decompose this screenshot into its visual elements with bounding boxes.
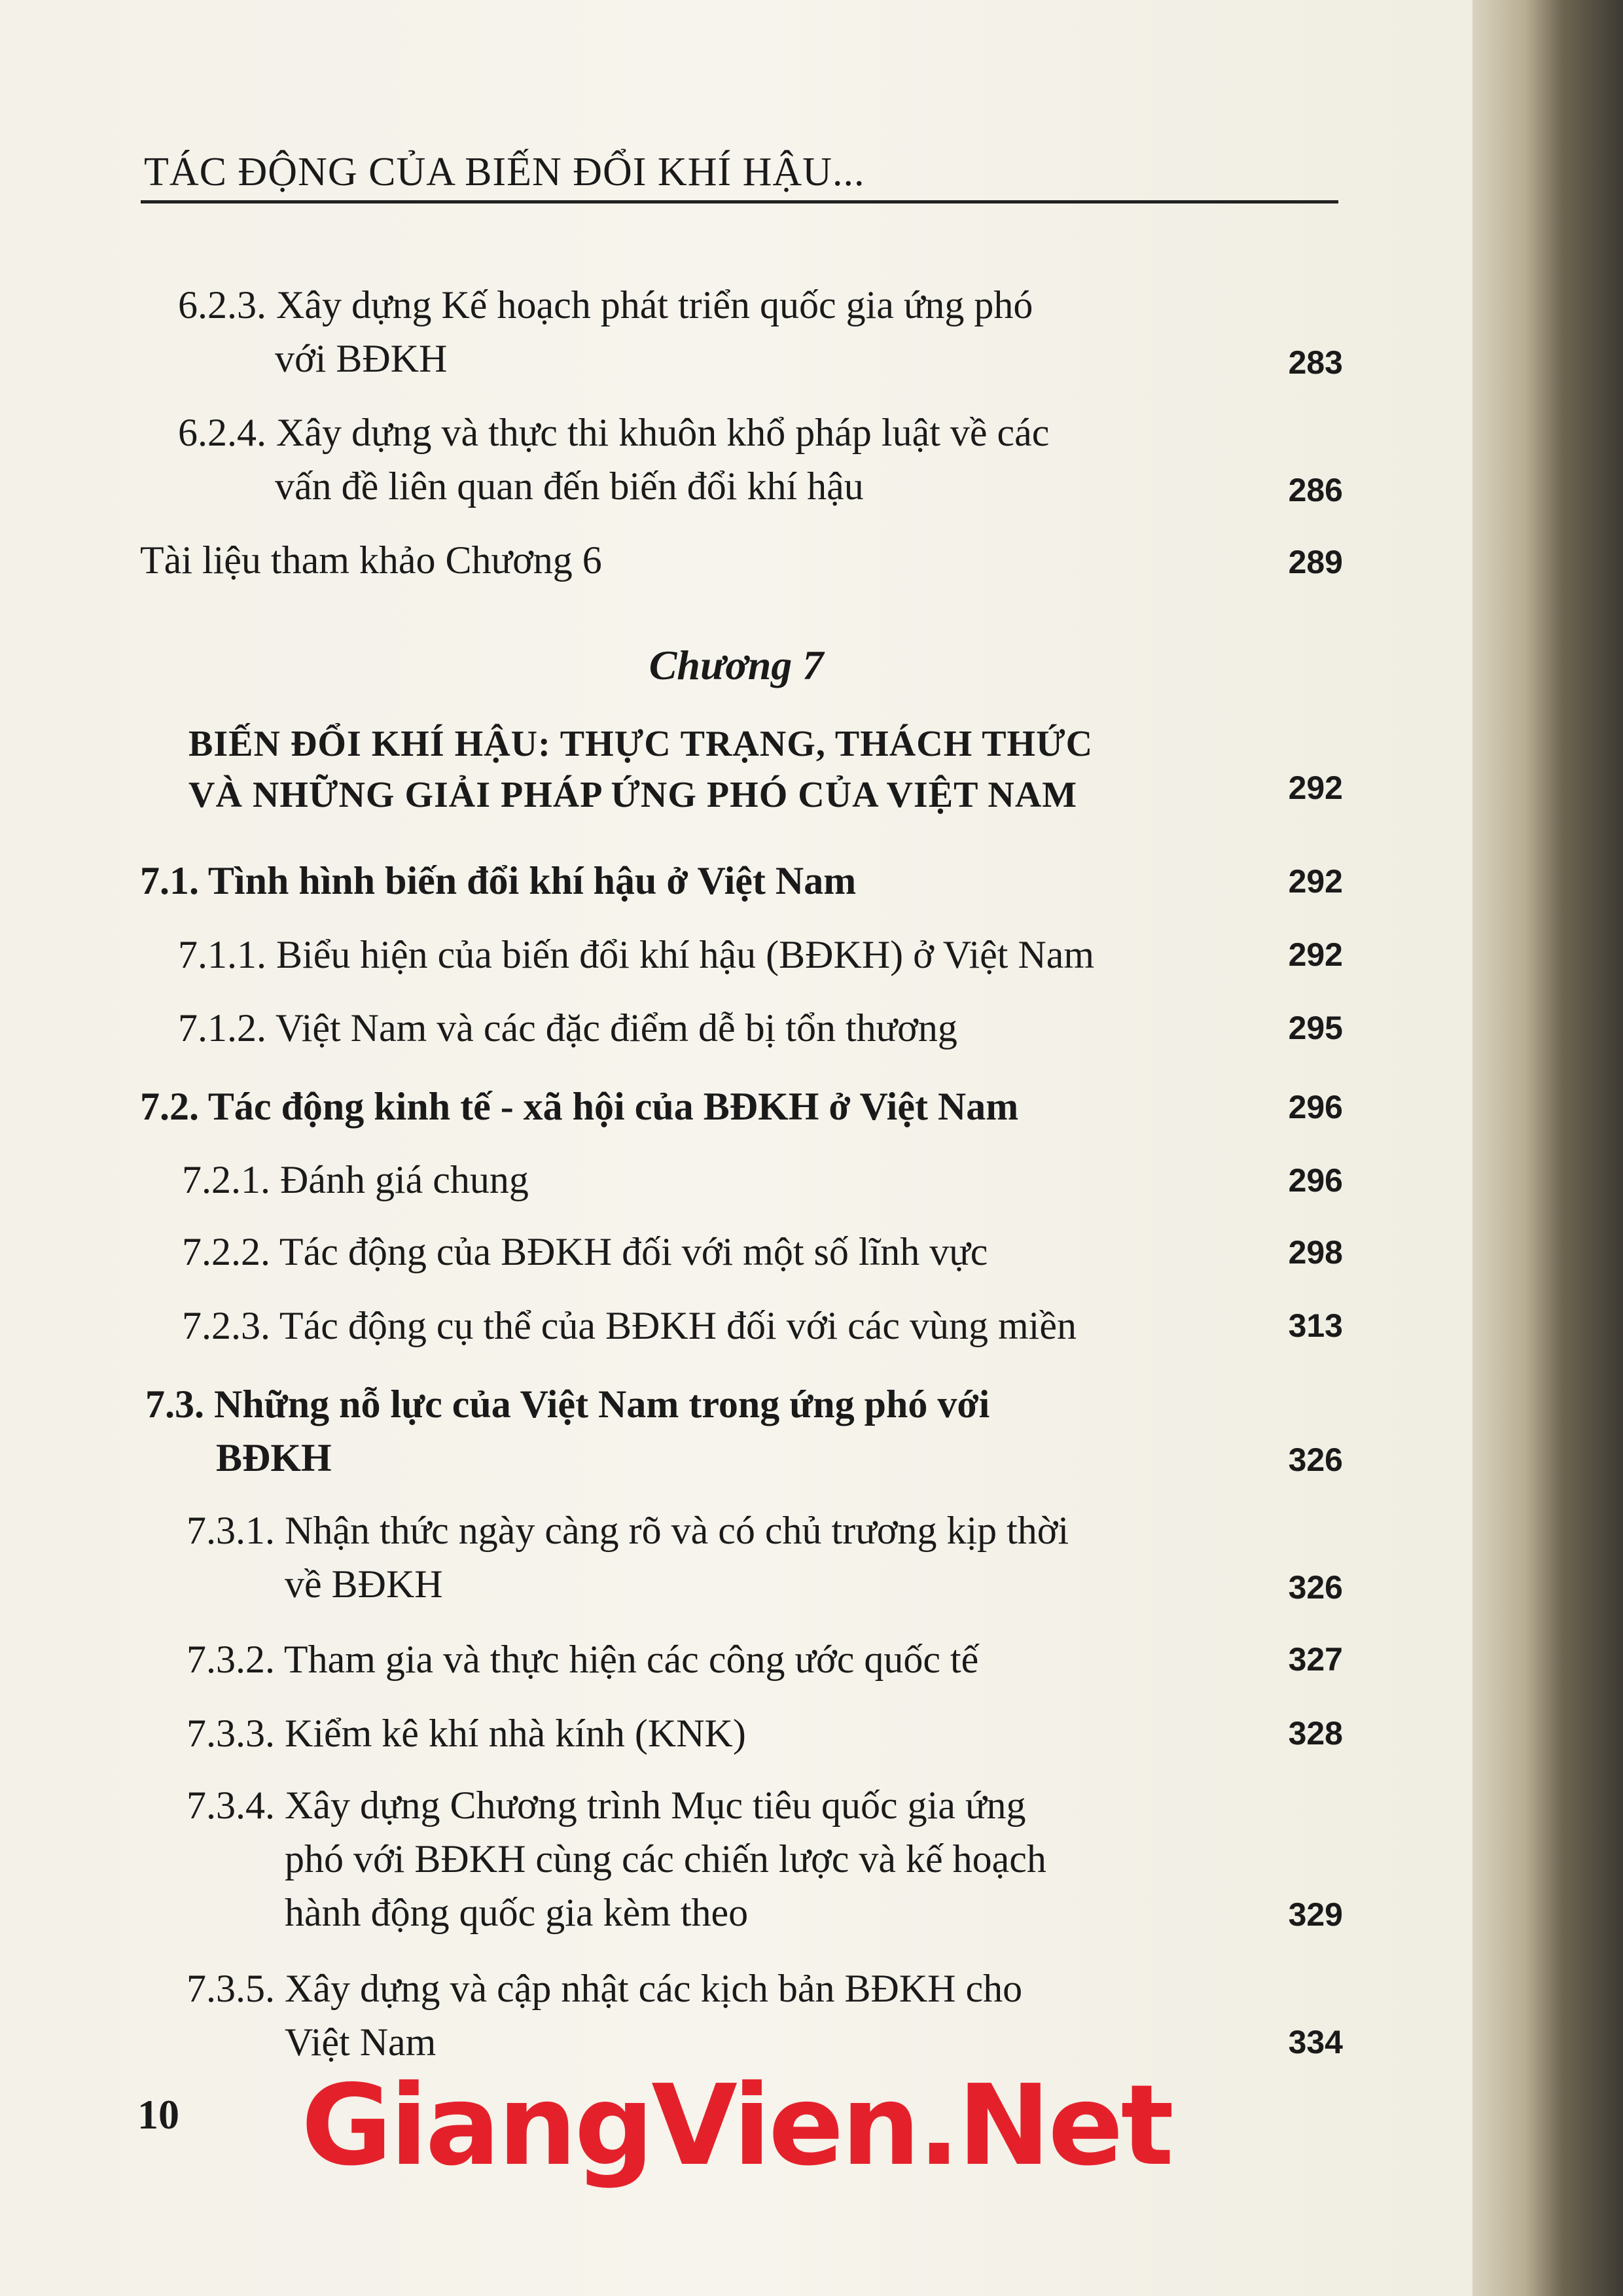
toc-page-number: 295 [1288, 1010, 1343, 1046]
toc-entry-line: với BĐKH [275, 337, 448, 380]
toc-page-number: 326 [1288, 1569, 1343, 1606]
toc-page-number: 327 [1288, 1641, 1343, 1678]
header-rule [141, 200, 1338, 203]
toc-entry-line: 6.2.4. Xây dựng và thực thi khuôn khổ pháp luật về các [178, 411, 1050, 454]
chapter-title-line: BIẾN ĐỔI KHÍ HẬU: THỰC TRẠNG, THÁCH THỨC [188, 724, 1094, 764]
running-header: TÁC ĐỘNG CỦA BIẾN ĐỔI KHÍ HẬU... [144, 150, 865, 194]
toc-entry-7-2-1: 7.2.1. Đánh giá chung [182, 1158, 529, 1201]
toc-entry-6-2-4 [178, 406, 1049, 513]
toc-page-number: 296 [1288, 1089, 1343, 1125]
toc-entry-line: 7.3. Những nỗ lực của Việt Nam trong ứng phó với [145, 1383, 990, 1426]
toc-entry-line: phó với BĐKH cùng các chiến lược và kế hoạch [285, 1837, 1046, 1881]
watermark: GiangVien.Net [301, 2061, 1171, 2191]
toc-entry-line: về BĐKH [285, 1563, 443, 1606]
toc-entry-7-2-3: 7.2.3. Tác động cụ thể của BĐKH đối với các vùng miền [182, 1304, 1077, 1347]
toc-entry-7-3-2: 7.3.2. Tham gia và thực hiện các công ước quốc tế [187, 1638, 979, 1681]
toc-entry-line: BĐKH [216, 1436, 332, 1479]
toc-section-7-3 [145, 1377, 990, 1485]
toc-page-number: 329 [1288, 1896, 1343, 1933]
toc-entry-7-3-3: 7.3.3. Kiểm kê khí nhà kính (KNK) [187, 1712, 746, 1755]
toc-entry-line: vấn đề liên quan đến biến đổi khí hậu [275, 465, 864, 508]
toc-entry-7-3-4 [187, 1778, 1046, 1939]
toc-entry-references-ch6: Tài liệu tham khảo Chương 6 [140, 539, 602, 582]
toc-page-number: 292 [1288, 863, 1343, 900]
toc-page-number: 292 [1288, 936, 1343, 973]
toc-entry-7-1-1: 7.1.1. Biểu hiện của biến đổi khí hậu (BĐKH) ở Việt Nam [178, 933, 1095, 976]
toc-entry-7-3-1 [187, 1504, 1069, 1611]
toc-page-number: 313 [1288, 1307, 1343, 1344]
toc-entry-line: Việt Nam [285, 2021, 437, 2064]
toc-entry-line: 7.3.1. Nhận thức ngày càng rõ và có chủ trương kịp thời [187, 1509, 1069, 1552]
toc-page-number: 328 [1288, 1715, 1343, 1752]
toc-section-7-1: 7.1. Tình hình biến đổi khí hậu ở Việt Nam [140, 859, 857, 902]
toc-page-number: 326 [1288, 1441, 1343, 1478]
book-binding-edge [1472, 0, 1623, 2296]
toc-page-number: 289 [1288, 544, 1343, 580]
toc-entry-6-2-3 [178, 278, 1033, 385]
toc-page-number: 334 [1288, 2024, 1343, 2060]
toc-entry-7-2-2: 7.2.2. Tác động của BĐKH đối với một số lĩnh vực [182, 1230, 988, 1273]
chapter-title-line: VÀ NHỮNG GIẢI PHÁP ỨNG PHÓ CỦA VIỆT NAM [188, 775, 1078, 815]
toc-entry-line: 7.3.4. Xây dựng Chương trình Mục tiêu quốc gia ứng [187, 1784, 1026, 1827]
toc-page-number: 286 [1288, 472, 1343, 508]
toc-entry-line: 6.2.3. Xây dựng Kế hoạch phát triển quốc gia ứng phó [178, 283, 1033, 327]
toc-page-number: 298 [1288, 1234, 1343, 1271]
page-number: 10 [137, 2091, 179, 2138]
toc-entry-line: hành động quốc gia kèm theo [285, 1891, 749, 1934]
toc-page-number: 296 [1288, 1162, 1343, 1199]
toc-entry-7-1-2: 7.1.2. Việt Nam và các đặc điểm dễ bị tổn thương [178, 1006, 957, 1050]
toc-section-7-2: 7.2. Tác động kinh tế - xã hội của BĐKH ở Việt Nam [140, 1085, 1019, 1128]
toc-page-number: 283 [1288, 344, 1343, 381]
toc-entry-line: 7.3.5. Xây dựng và cập nhật các kịch bản BĐKH cho [187, 1967, 1023, 2010]
toc-page-number: 292 [1288, 769, 1343, 806]
chapter-label: Chương 7 [649, 642, 824, 688]
toc-entry-7-3-5 [187, 1962, 1022, 2069]
